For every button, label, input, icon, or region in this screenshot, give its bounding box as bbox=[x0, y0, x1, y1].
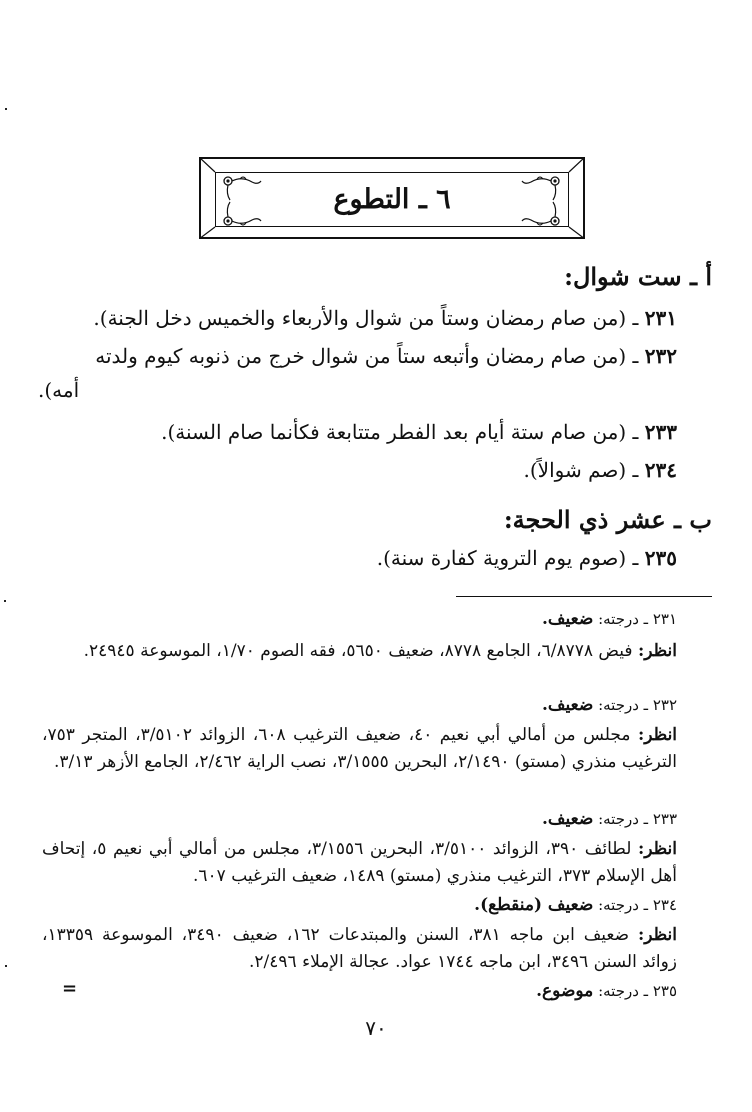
refs-text: ضعيف ابن ماجه ٣٨١، السنن والمبتدعات ١٦٢، ضعيف ٣٤٩٠، الموسوعة ١٣٣٥٩، زوائد السنن ٣٤٩٦، ابن ماجه ١٧٤٤ عواد. عجالة الإملاء ٢/٤٩٦. bbox=[42, 925, 677, 972]
scan-speck bbox=[5, 108, 7, 110]
hadith-text: ـ (صم شوالاً). bbox=[523, 458, 639, 482]
hadith-234 bbox=[40, 454, 677, 486]
scan-speck bbox=[4, 600, 6, 602]
grade-prefix: ٢٣٣ ـ درجته: bbox=[598, 810, 677, 828]
footnote-grade-232 bbox=[40, 694, 677, 716]
footnote-refs-231 bbox=[42, 638, 677, 665]
hadith-number: ٢٣١ bbox=[644, 306, 677, 330]
refs-text: لطائف ٣٩٠، الزوائد ٣/٥١٠٠، البحرين ٣/١٥٥٦، مجلس من أمالي أبي نعيم ٥، إتحاف أهل الإسلام ٣٧٣، الترغيب منذري (مستو) ١٤٨٩، ضعيف الترغيب ٦٠٧. bbox=[42, 839, 677, 886]
refs-label: انظر: bbox=[637, 641, 677, 661]
footnote-grade-234 bbox=[40, 894, 677, 916]
refs-text: فيض ٦/٨٧٧٨، الجامع ٨٧٧٨، ضعيف ٥٦٥٠، فقه الصوم ١/٧٠، الموسوعة ٢٤٩٤٥. bbox=[83, 641, 633, 661]
hadith-number: ٢٣٢ bbox=[644, 344, 677, 368]
hadith-text: ـ (من صام ستة أيام بعد الفطر متتابعة فكأنما صام السنة). bbox=[161, 420, 639, 444]
refs-label: انظر: bbox=[637, 839, 678, 859]
hadith-232-continuation bbox=[38, 378, 677, 402]
footnote-refs-232 bbox=[42, 722, 677, 776]
hadith-text: ـ (من صام رمضان وأتبعه ستاً من شوال خرج من ذنوبه كيوم ولدته bbox=[95, 344, 639, 368]
page-number: ٧٠ bbox=[365, 1016, 387, 1040]
footnote-grade-235 bbox=[40, 980, 677, 1002]
refs-label: انظر: bbox=[637, 925, 677, 945]
footnote-grade-233 bbox=[40, 808, 677, 830]
hadith-231 bbox=[40, 302, 677, 334]
hadith-number: ٢٣٤ bbox=[644, 458, 677, 482]
grade-value: موضوع. bbox=[536, 981, 594, 1001]
hadith-number: ٢٣٥ bbox=[644, 546, 677, 570]
hadith-232 bbox=[40, 340, 677, 372]
grade-value: ضعيف (منقطع). bbox=[474, 895, 594, 915]
section-title-shawwal: أ ـ ست شوال: bbox=[564, 262, 712, 291]
hadith-text-continuation: أمه). bbox=[38, 378, 80, 402]
section-title-dhul-hijjah: ب ـ عشر ذي الحجة: bbox=[503, 505, 712, 534]
refs-label: انظر: bbox=[637, 725, 678, 745]
grade-prefix: ٢٣١ ـ درجته: bbox=[598, 610, 677, 628]
hadith-text: ـ (صوم يوم التروية كفارة سنة). bbox=[376, 546, 639, 570]
grade-prefix: ٢٣٢ ـ درجته: bbox=[598, 696, 677, 714]
margin-mark: = bbox=[62, 978, 78, 999]
grade-value: ضعيف. bbox=[542, 609, 594, 629]
hadith-233 bbox=[40, 416, 677, 448]
scan-speck bbox=[5, 965, 7, 967]
footnote-separator bbox=[456, 596, 712, 597]
grade-prefix: ٢٣٤ ـ درجته: bbox=[598, 896, 677, 914]
grade-prefix: ٢٣٥ ـ درجته: bbox=[598, 982, 677, 1000]
refs-text: مجلس من أمالي أبي نعيم ٤٠، ضعيف الترغيب ٦٠٨، الزوائد ٣/٥١٠٢، المتجر ٧٥٣، الترغيب منذري (مستو) ٢/١٤٩٠، البحرين ٣/١٥٥٥، نصب الراية ٢/٤٦٢، الجامع الأزهر ٣/١٣. bbox=[42, 725, 677, 772]
grade-value: ضعيف. bbox=[542, 695, 594, 715]
hadith-number: ٢٣٣ bbox=[644, 420, 677, 444]
footnote-refs-233 bbox=[42, 836, 677, 890]
hadith-235 bbox=[40, 542, 677, 574]
grade-value: ضعيف. bbox=[542, 809, 594, 829]
hadith-text: ـ (من صام رمضان وستاً من شوال والأربعاء والخميس دخل الجنة). bbox=[93, 306, 639, 330]
chapter-title: ٦ ـ التطوع bbox=[333, 184, 451, 215]
footnote-refs-234 bbox=[42, 922, 677, 976]
footnote-grade-231 bbox=[40, 608, 677, 630]
